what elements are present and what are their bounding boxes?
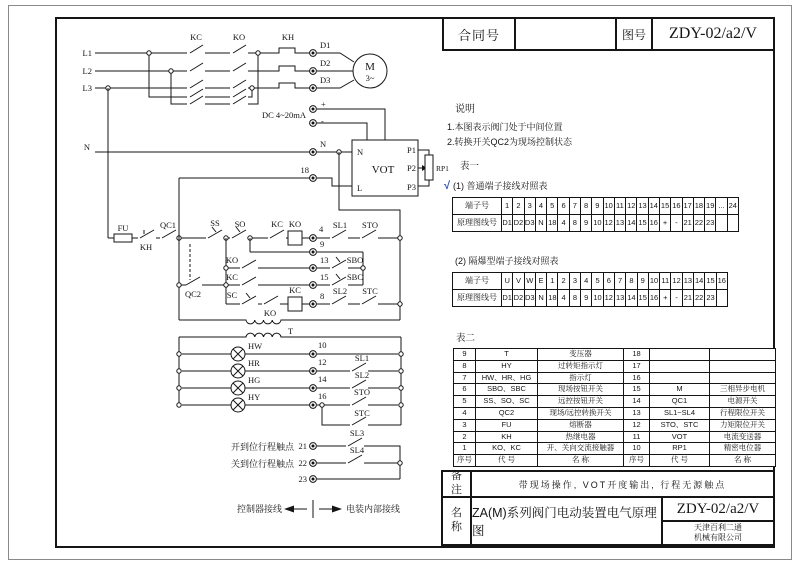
table-cell: 23 (705, 290, 716, 307)
ko-contact2-label: KO (263, 308, 277, 318)
table-cell: 2 (513, 198, 524, 215)
table-cell: 行程限位开关 (710, 407, 776, 419)
table-cell: 10 (603, 198, 614, 215)
table-cell (716, 215, 727, 232)
table-cell: 13 (614, 290, 625, 307)
table-cell: 18 (624, 349, 650, 361)
sto-lamp-label: STO (354, 387, 370, 397)
table-cell: 8 (454, 360, 476, 372)
table-cell: 16 (671, 198, 682, 215)
remark-text: 带现场操作, VOT开度输出, 行程无源触点 (518, 479, 727, 490)
table-cell: 7 (614, 273, 625, 290)
table-cell: 4 (558, 215, 569, 232)
explosion-proof-terminal-table (452, 272, 728, 307)
table-cell: 22 (694, 290, 705, 307)
table-cell: 12 (671, 273, 682, 290)
table-cell: 16 (648, 215, 659, 232)
table-cell: 9 (581, 290, 592, 307)
wire-13-label: 13 (320, 255, 329, 265)
kc-contact2-label: KC (226, 272, 238, 282)
table-cell: 1 (547, 273, 558, 290)
table-cell: 9 (580, 215, 591, 232)
ko-contact-label: KO (225, 255, 239, 265)
sbo-label: SBO (346, 255, 364, 265)
table-cell: N (535, 215, 546, 232)
ko-coil-label: KO (288, 219, 302, 229)
drawing-no-value: ZDY-02/a2/V (651, 19, 773, 49)
table-cell: 8 (626, 273, 637, 290)
sl3-label: SL3 (349, 428, 365, 438)
name-row (443, 498, 773, 544)
transformer-label: T (288, 326, 294, 336)
table-cell: 现场/远控转换开关 (538, 407, 624, 419)
table-cell: 2 (454, 431, 476, 443)
table-cell (710, 349, 776, 361)
phase-l2-label: L2 (82, 66, 92, 76)
table-cell: 3 (569, 273, 580, 290)
table-cell: KH (476, 431, 538, 443)
table-cell: 7 (454, 372, 476, 384)
table-cell: 1 (454, 443, 476, 455)
kh-contact-label: KH (139, 242, 153, 252)
drawing-title: ZA(M)系列阀门电动装置电气原理图 (472, 506, 657, 538)
wire-10-label: 10 (318, 340, 327, 350)
table-cell: 18 (547, 215, 558, 232)
kh-thermal-label: KH (281, 32, 295, 42)
table-cell: D3 (524, 290, 535, 307)
table-cell: 3 (524, 198, 535, 215)
row-label: 端子号 (453, 273, 502, 290)
table-cell: 24 (727, 198, 738, 215)
table-cell: 18 (547, 290, 558, 307)
table-cell: 11 (624, 431, 650, 443)
note-item-1: 1.本图表示阀门处于中间位置 (447, 122, 563, 132)
table-cell: 14 (626, 290, 637, 307)
drawing-no-label: 图号 (615, 19, 651, 49)
hr-label: HR (248, 358, 260, 368)
table-cell: 21 (682, 215, 693, 232)
lamp-hg (231, 381, 245, 395)
dc-minus-label: - (321, 116, 324, 126)
table-cell: 8 (580, 198, 591, 215)
power-lines (95, 45, 310, 104)
table-cell: 10 (648, 273, 659, 290)
table-cell: 15 (624, 384, 650, 396)
table-cell: 9 (592, 198, 603, 215)
remark-row (443, 472, 773, 498)
wire-number-row (453, 290, 728, 307)
table-cell: 3 (454, 419, 476, 431)
kc-contact-label: KC (271, 219, 283, 229)
table-cell: 电流变送器 (710, 431, 776, 443)
table-cell: 4 (581, 273, 592, 290)
table-cell: 代 号 (476, 455, 538, 467)
wire-23-label: 23 (298, 474, 307, 484)
component-row (454, 419, 776, 431)
table-cell: T (476, 349, 538, 361)
table-cell: D1 (502, 290, 513, 307)
table-cell: 力矩限位开关 (710, 419, 776, 431)
table-cell: 代 号 (650, 455, 710, 467)
company-line-1: 天津百利二通 (694, 523, 742, 532)
terminal-d2-label: D2 (320, 58, 331, 68)
wire-9-label: 9 (320, 239, 325, 249)
table-cell: 8 (569, 290, 580, 307)
table-cell: 名 称 (538, 455, 624, 467)
so-label: SO (234, 219, 246, 229)
table-cell: V (513, 273, 524, 290)
component-row (454, 384, 776, 396)
table-cell: 13 (624, 407, 650, 419)
company-name (663, 522, 773, 544)
n-rail-label: N (83, 142, 90, 152)
row-label: 端子号 (453, 198, 502, 215)
phase-l3-label: L3 (82, 83, 92, 93)
table-cell: 23 (705, 215, 716, 232)
wire-18-label: 18 (300, 165, 309, 175)
internal-wiring-label: 电装内部接线 (346, 504, 401, 514)
table-cell: 17 (682, 198, 693, 215)
table-cell: 过转矩指示灯 (538, 360, 624, 372)
motor-symbol (353, 54, 387, 88)
qc1-label: QC1 (159, 220, 177, 230)
terminal-number-row (453, 198, 739, 215)
table-cell: 变压器 (538, 349, 624, 361)
vot-pin-p2: P2 (407, 163, 416, 173)
table-cell: 15 (637, 290, 648, 307)
table-cell (650, 372, 710, 384)
table-cell: 14 (626, 215, 637, 232)
table-cell (650, 349, 710, 361)
wire-21-label: 21 (298, 441, 307, 451)
table-cell: 4 (535, 198, 546, 215)
table-cell (710, 360, 776, 372)
table-cell: KO、KC (476, 443, 538, 455)
table-cell: 11 (614, 198, 625, 215)
lamp-hy (231, 398, 245, 412)
table-cell: 1 (502, 198, 513, 215)
sl2-lamp-label: SL2 (354, 370, 370, 380)
table-cell: VOT (650, 431, 710, 443)
sl2-label: SL2 (332, 286, 348, 296)
vot-pin-n: N (357, 147, 364, 157)
terminal-number-row (453, 273, 728, 290)
table-cell: + (659, 215, 670, 232)
component-row (454, 407, 776, 419)
table-cell: 13 (637, 198, 648, 215)
table-cell: 16 (648, 290, 659, 307)
table-cell: 21 (682, 290, 693, 307)
contract-no-label: 合同号 (457, 27, 500, 43)
table-cell: 序号 (454, 455, 476, 467)
bottom-title-block (441, 470, 775, 546)
table-cell: 5 (592, 273, 603, 290)
hw-label: HW (248, 341, 263, 351)
table-cell: 19 (705, 198, 716, 215)
table-cell: 16 (716, 273, 727, 290)
kc-contactor-label: KC (190, 32, 202, 42)
table-cell: 6 (558, 198, 569, 215)
lamp-hw (231, 347, 245, 361)
table-cell: U (502, 273, 513, 290)
wire-12-label: 12 (318, 357, 327, 367)
table-cell: 12 (624, 419, 650, 431)
ko-contactor-label: KO (232, 32, 246, 42)
sl4-label: SL4 (349, 445, 365, 455)
table-cell: RP1 (650, 443, 710, 455)
table-cell: 开、关向交流接触器 (538, 443, 624, 455)
table-cell: 14 (694, 273, 705, 290)
table-cell: D1 (502, 215, 513, 232)
table-cell: 精密电位器 (710, 443, 776, 455)
table-cell: FU (476, 419, 538, 431)
table-cell: + (660, 290, 671, 307)
table-cell: STO、STC (650, 419, 710, 431)
table-cell: 2 (558, 273, 569, 290)
terminal-d3-label: D3 (320, 75, 331, 85)
vot-name: VOT (371, 164, 395, 176)
table2-caption: (2) 隔爆型端子接线对照表 (455, 256, 559, 266)
component-row (454, 360, 776, 372)
contract-no-value (514, 19, 615, 49)
wire-22-label: 22 (298, 458, 307, 468)
motor-letter: M (365, 61, 375, 73)
wire-16-label: 16 (318, 391, 327, 401)
lamp-hr (231, 364, 245, 378)
table-cell (716, 290, 727, 307)
component-row (454, 372, 776, 384)
remark-label-text: 备注 (451, 470, 462, 496)
table-cell: 10 (592, 290, 603, 307)
remark-label (443, 472, 472, 496)
table-cell: 5 (454, 396, 476, 408)
company-line-2: 机械有限公司 (694, 533, 742, 542)
table-cell: D3 (524, 215, 535, 232)
row-label: 原理图线号 (453, 290, 502, 307)
component-row (454, 396, 776, 408)
table-cell: 4 (558, 290, 569, 307)
table-cell: 序号 (624, 455, 650, 467)
fu-label: FU (117, 223, 129, 233)
sbc-label: SBC (346, 272, 364, 282)
wire-4-label: 4 (319, 224, 324, 234)
table-cell: 14 (648, 198, 659, 215)
table-cell: 22 (693, 215, 704, 232)
open-position-label: 开到位行程触点 (230, 442, 294, 452)
vot-pin-p1: P1 (407, 145, 416, 155)
table-cell: SL1~SL4 (650, 407, 710, 419)
row-label: 原理图线号 (453, 215, 502, 232)
motor-feed (310, 50, 354, 92)
notes-heading: 说明 (455, 104, 475, 115)
phase-l1-label: L1 (82, 48, 92, 58)
table-cell: QC2 (476, 407, 538, 419)
table-cell: HY (476, 360, 538, 372)
table-cell: - (671, 290, 682, 307)
table-cell: W (524, 273, 535, 290)
table-cell: SS、SO、SC (476, 396, 538, 408)
table-cell: 12 (626, 198, 637, 215)
vot-pin-p3: P3 (407, 182, 416, 192)
table-cell: 热继电器 (538, 431, 624, 443)
sto-label: STO (362, 220, 378, 230)
sc-label: SC (226, 290, 238, 300)
table-cell: E (535, 273, 546, 290)
table-cell: 电源开关 (710, 396, 776, 408)
dc-plus-label: + (321, 99, 326, 109)
component-list-table (453, 348, 776, 467)
stc-lamp-label: STC (354, 408, 370, 418)
ordinary-terminal-table (452, 197, 739, 232)
wire-8-label: 8 (320, 291, 325, 301)
table-cell: 16 (624, 372, 650, 384)
wire-14-label: 14 (318, 374, 327, 384)
drawing-number: ZDY-02/a2/V (663, 498, 773, 522)
table-cell: 17 (624, 360, 650, 372)
table-cell (727, 215, 738, 232)
table3-heading: 表二 (456, 333, 476, 344)
table-cell: 13 (682, 273, 693, 290)
table-cell: 6 (454, 384, 476, 396)
wire-18 (179, 175, 352, 186)
table-cell: 5 (547, 198, 558, 215)
component-row (454, 443, 776, 455)
table-cell: 15 (637, 215, 648, 232)
rp1-label: RP1 (436, 164, 449, 173)
controller-wiring-label: 控制器接线 (236, 504, 282, 514)
component-row (454, 349, 776, 361)
table1-heading: 表一 (460, 161, 480, 172)
hy-label: HY (248, 392, 261, 402)
sl1-label: SL1 (332, 220, 348, 230)
table-cell: 12 (603, 215, 614, 232)
kc-coil-label: KC (289, 285, 301, 295)
vot-pin-l: L (357, 183, 363, 193)
component-row (454, 455, 776, 467)
table-cell: 三相异步电机 (710, 384, 776, 396)
table-cell: 14 (624, 396, 650, 408)
table-cell: 7 (569, 198, 580, 215)
table-cell: 15 (705, 273, 716, 290)
name-label-text: 名称 (451, 507, 462, 533)
table-cell: 18 (693, 198, 704, 215)
table-cell: 13 (614, 215, 625, 232)
table-cell: 12 (603, 290, 614, 307)
drawing-number-cell (661, 498, 773, 544)
table-cell: 15 (659, 198, 670, 215)
close-position-label: 关到位行程触点 (230, 459, 294, 469)
stc-label: STC (362, 286, 378, 296)
table-cell: 10 (592, 215, 603, 232)
top-title-block (442, 17, 775, 51)
table-cell: D2 (513, 290, 524, 307)
wiring-divider (284, 500, 342, 518)
table-cell: 熔断器 (538, 419, 624, 431)
table-cell (710, 372, 776, 384)
table-cell: 4 (454, 407, 476, 419)
table-cell: 6 (603, 273, 614, 290)
table-cell: 11 (660, 273, 671, 290)
table-cell: 9 (637, 273, 648, 290)
name-label (443, 498, 472, 544)
table-cell: 8 (569, 215, 580, 232)
wire-15-label: 15 (320, 272, 329, 282)
n-terminal-label: N (320, 139, 327, 149)
ss-label: SS (210, 218, 220, 228)
table-cell: 现场按钮开关 (538, 384, 624, 396)
table-cell: 名 称 (710, 455, 776, 467)
component-row (454, 431, 776, 443)
table-cell: HW、HR、HG (476, 372, 538, 384)
note-item-2: 2.转换开关QC2为现场控制状态 (447, 137, 573, 147)
table-cell: 远控按钮开关 (538, 396, 624, 408)
table1-caption (444, 180, 548, 193)
table-cell: QC1 (650, 396, 710, 408)
table-cell: - (671, 215, 682, 232)
table-cell: 9 (454, 349, 476, 361)
table-cell: ... (716, 198, 727, 215)
check-mark: √ (444, 180, 451, 192)
terminal-d1-label: D1 (320, 40, 331, 50)
table-cell: N (535, 290, 546, 307)
dc-signal-label: DC 4~20mA (261, 110, 306, 120)
qc2-label: QC2 (184, 289, 202, 299)
table-cell: SBO、SBC (476, 384, 538, 396)
hg-label: HG (248, 375, 261, 385)
table-cell (650, 360, 710, 372)
table-cell: M (650, 384, 710, 396)
control-branches (177, 178, 402, 320)
table-cell: 10 (624, 443, 650, 455)
table-cell: D2 (513, 215, 524, 232)
wire-number-row (453, 215, 739, 232)
motor-phase-label: 3~ (365, 73, 375, 83)
table-cell: 指示灯 (538, 372, 624, 384)
sl1-lamp-label: SL1 (354, 353, 370, 363)
table1-caption-text: (1) 普通端子接线对照表 (453, 181, 548, 191)
